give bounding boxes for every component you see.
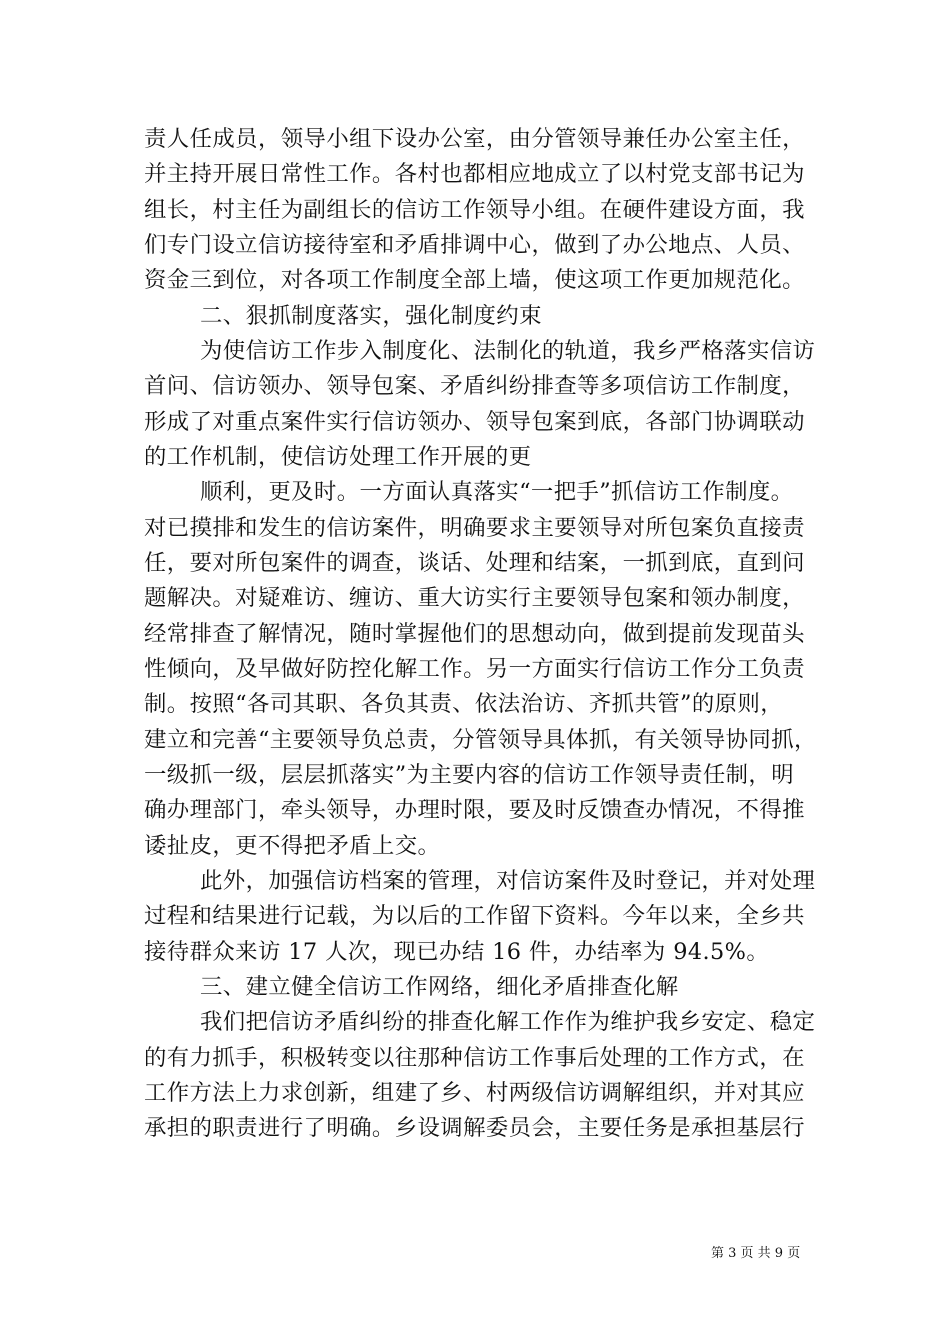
text-line: 对已摸排和发生的信访案件，明确要求主要领导对所包案负直接责	[144, 515, 805, 541]
text-line: 并主持开展日常性工作。各村也都相应地成立了以村党支部书记为	[144, 161, 805, 187]
text-line: 性倾向，及早做好防控化解工作。另一方面实行信访工作分工负责	[144, 656, 805, 682]
text-line: 资金三到位，对各项工作制度全部上墙，使这项工作更加规范化。	[144, 267, 805, 293]
text-line: 首问、信访领办、领导包案、矛盾纠纷排查等多项信访工作制度，	[144, 373, 805, 399]
text-line: 建立和完善“主要领导负总责，分管领导具体抓，有关领导协同抓，	[144, 727, 817, 753]
text-line: 制。按照“各司其职、各负其责、依法治访、齐抓共管”的原则，	[144, 691, 784, 717]
text-line: 形成了对重点案件实行信访领办、领导包案到底，各部门协调联动	[144, 409, 805, 435]
section-heading: 三、建立健全信访工作网络，细化矛盾排查化解	[200, 974, 679, 1000]
text-line: 此外，加强信访档案的管理，对信访案件及时登记，并对处理	[200, 868, 816, 894]
page-number: 第 3 页 共 9 页	[711, 1246, 801, 1261]
section-heading: 二、狠抓制度落实，强化制度约束	[200, 303, 542, 329]
text-line: 工作方法上力求创新，组建了乡、村两级信访调解组织，并对其应	[144, 1080, 805, 1106]
text-line: 过程和结果进行记载，为以后的工作留下资料。今年以来，全乡共	[144, 903, 805, 929]
text-line: 诿扯皮，更不得把矛盾上交。	[144, 833, 441, 859]
text-line: 为使信访工作步入制度化、法制化的轨道，我乡严格落实信访	[200, 338, 816, 364]
text-line: 一级抓一级，层层抓落实”为主要内容的信访工作领导责任制，明	[144, 762, 794, 788]
text-line: 题解决。对疑难访、缠访、重大访实行主要领导包案和领办制度，	[144, 585, 805, 611]
text-line: 任，要对所包案件的调查，谈话、处理和结案，一抓到底，直到问	[144, 550, 805, 576]
text-line: 们专门设立信访接待室和矛盾排调中心，做到了办公地点、人员、	[144, 232, 805, 258]
text-line: 经常排查了解情况，随时掌握他们的思想动向，做到提前发现苗头	[144, 621, 805, 647]
text-line: 的工作机制，使信访处理工作开展的更	[144, 444, 532, 470]
text-line: 的有力抓手，积极转变以往那种信访工作事后处理的工作方式，在	[144, 1045, 805, 1071]
text-line: 确办理部门，牵头领导，办理时限，要及时反馈查办情况，不得推	[144, 797, 805, 823]
text-line: 责人任成员，领导小组下设办公室，由分管领导兼任办公室主任，	[144, 126, 805, 152]
text-line: 组长，村主任为副组长的信访工作领导小组。在硬件建设方面，我	[144, 197, 805, 223]
text-line: 接待群众来访 17 人次，现已办结 16 件，办结率为 94.5%。	[144, 939, 770, 965]
text-line: 承担的职责进行了明确。乡设调解委员会，主要任务是承担基层行	[144, 1115, 805, 1141]
text-line: 顺利，更及时。一方面认真落实“一把手”抓信访工作制度。	[200, 479, 794, 505]
text-line: 我们把信访矛盾纠纷的排查化解工作作为维护我乡安定、稳定	[200, 1009, 816, 1035]
